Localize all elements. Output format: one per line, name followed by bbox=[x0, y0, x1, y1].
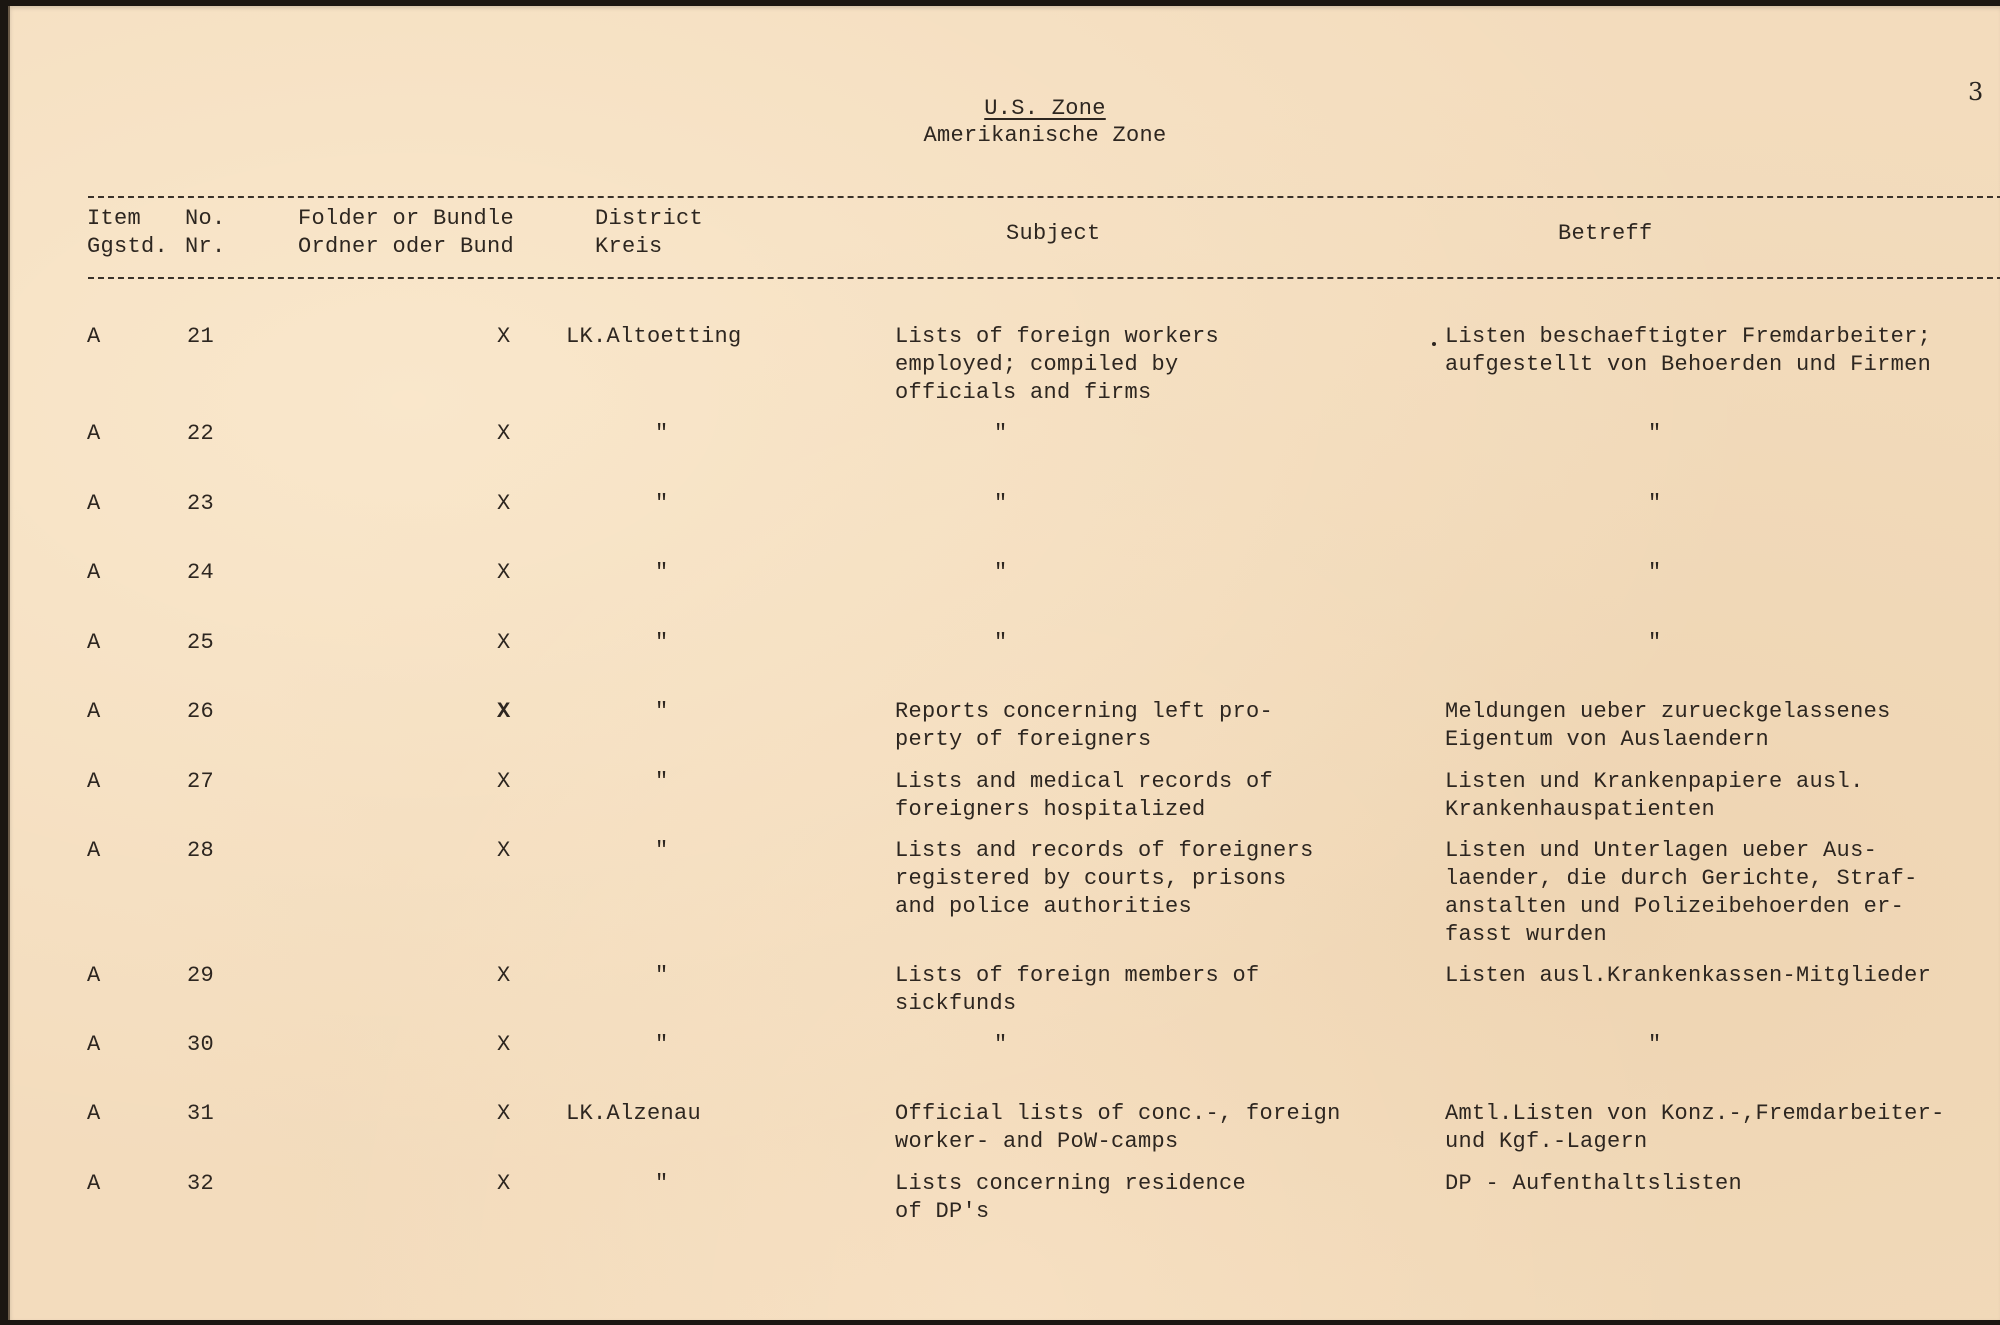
header-district-de: Kreis bbox=[595, 234, 663, 259]
cell-folder-mark: X bbox=[497, 699, 511, 724]
header-no bbox=[185, 205, 226, 261]
document-subtitle: Amerikanische Zone bbox=[923, 123, 1167, 148]
cell-betreff: Meldungen ueber zurueckgelassenes Eigentum von Auslaendern bbox=[1445, 699, 1891, 752]
cell-folder-mark: X bbox=[497, 560, 511, 585]
cell-item: A bbox=[87, 421, 101, 446]
cell-district-ditto-mark: " bbox=[655, 1171, 669, 1196]
cell-subject: Official lists of conc.-, foreign worker- and PoW-camps bbox=[895, 1101, 1341, 1154]
cell-subject-ditto-mark: " bbox=[994, 421, 1008, 446]
header-no-de: Nr. bbox=[185, 234, 226, 259]
cell-no: 27 bbox=[187, 769, 215, 794]
cell-betreff-ditto-mark: " bbox=[1648, 1032, 1662, 1057]
header-folder-de: Ordner oder Bund bbox=[298, 234, 515, 259]
header-folder-en: Folder or Bundle bbox=[298, 206, 515, 231]
cell-item: A bbox=[87, 324, 101, 349]
cell-item: A bbox=[87, 1171, 101, 1196]
cell-betreff: Listen beschaeftigter Fremdarbeiter; aufgestellt von Behoerden und Firmen bbox=[1445, 324, 1932, 377]
cell-subject: Lists and records of foreigners registered by courts, prisons and police authorities bbox=[895, 838, 1314, 919]
cell-district-ditto-mark: " bbox=[655, 769, 669, 794]
cell-folder-mark: X bbox=[497, 1101, 511, 1126]
cell-district-ditto-mark: " bbox=[655, 491, 669, 516]
document-page bbox=[8, 6, 2000, 1320]
cell-item: A bbox=[87, 560, 101, 585]
cell-district-ditto-mark: " bbox=[655, 421, 669, 446]
cell-item: A bbox=[87, 1032, 101, 1057]
cell-district-ditto-mark: " bbox=[655, 1032, 669, 1057]
header-betreff: Betreff bbox=[1558, 221, 1653, 246]
cell-no: 23 bbox=[187, 491, 215, 516]
cell-folder-mark: X bbox=[497, 630, 511, 655]
cell-subject: Reports concerning left pro- perty of foreigners bbox=[895, 699, 1274, 752]
cell-subject-ditto-mark: " bbox=[994, 1032, 1008, 1057]
cell-subject-ditto-mark: " bbox=[994, 630, 1008, 655]
cell-betreff: Listen ausl.Krankenkassen-Mitglieder bbox=[1445, 963, 1932, 988]
header-district bbox=[595, 205, 703, 261]
cell-no: 31 bbox=[187, 1101, 215, 1126]
cell-district-ditto-mark: " bbox=[655, 699, 669, 724]
cell-folder-mark: X bbox=[497, 1032, 511, 1057]
cell-betreff-ditto-mark: " bbox=[1648, 491, 1662, 516]
cell-item: A bbox=[87, 963, 101, 988]
cell-betreff-ditto-mark: " bbox=[1648, 630, 1662, 655]
cell-item: A bbox=[87, 769, 101, 794]
cell-betreff: Listen und Unterlagen ueber Aus- laender, die durch Gerichte, Straf- anstalten und Polizeibehoerden er- fasst wurden bbox=[1445, 838, 1918, 947]
header-item-de: Ggstd. bbox=[87, 234, 169, 259]
header-no-en: No. bbox=[185, 206, 226, 231]
cell-subject-ditto-mark: " bbox=[994, 491, 1008, 516]
cell-no: 21 bbox=[187, 324, 215, 349]
cell-folder-mark: X bbox=[497, 1171, 511, 1196]
page-number: 3 bbox=[1968, 78, 1984, 106]
cell-item: A bbox=[87, 630, 101, 655]
cell-betreff: Amtl.Listen von Konz.-,Fremdarbeiter- und Kgf.-Lagern bbox=[1445, 1101, 1945, 1154]
cell-betreff-ditto-mark: " bbox=[1648, 421, 1662, 446]
cell-subject: Lists concerning residence of DP's bbox=[895, 1171, 1247, 1224]
ink-dot bbox=[1432, 342, 1436, 346]
dashed-rule-top bbox=[88, 196, 2000, 198]
cell-no: 28 bbox=[187, 838, 215, 863]
cell-item: A bbox=[87, 491, 101, 516]
cell-betreff-ditto-mark: " bbox=[1648, 560, 1662, 585]
document-title: U.S. Zone bbox=[984, 96, 1106, 121]
cell-district-ditto-mark: " bbox=[655, 838, 669, 863]
cell-item: A bbox=[87, 1101, 101, 1126]
header-item-en: Item bbox=[87, 206, 142, 231]
cell-subject-ditto-mark: " bbox=[994, 560, 1008, 585]
cell-folder-mark: X bbox=[497, 324, 511, 349]
cell-folder-mark: X bbox=[497, 769, 511, 794]
cell-betreff: Listen und Krankenpapiere ausl. Krankenhauspatienten bbox=[1445, 769, 1864, 822]
cell-district: LK.Alzenau bbox=[566, 1101, 702, 1126]
cell-no: 30 bbox=[187, 1032, 215, 1057]
cell-subject: Lists of foreign members of sickfunds bbox=[895, 963, 1260, 1016]
header-item bbox=[87, 205, 168, 261]
cell-folder-mark: X bbox=[497, 963, 511, 988]
cell-district-ditto-mark: " bbox=[655, 560, 669, 585]
cell-item: A bbox=[87, 699, 101, 724]
cell-no: 29 bbox=[187, 963, 215, 988]
cell-folder-mark: X bbox=[497, 421, 511, 446]
cell-district: LK.Altoetting bbox=[566, 324, 742, 349]
cell-no: 24 bbox=[187, 560, 215, 585]
cell-subject: Lists and medical records of foreigners hospitalized bbox=[895, 769, 1274, 822]
cell-no: 32 bbox=[187, 1171, 215, 1196]
dashed-rule-bottom bbox=[88, 277, 2000, 279]
cell-district-ditto-mark: " bbox=[655, 963, 669, 988]
cell-folder-mark: X bbox=[497, 491, 511, 516]
cell-no: 25 bbox=[187, 630, 215, 655]
cell-betreff: DP - Aufenthaltslisten bbox=[1445, 1171, 1743, 1196]
header-subject: Subject bbox=[1006, 221, 1101, 246]
cell-subject: Lists of foreign workers employed; compiled by officials and firms bbox=[895, 324, 1220, 405]
cell-no: 22 bbox=[187, 421, 215, 446]
cell-folder-mark: X bbox=[497, 838, 511, 863]
header-folder bbox=[298, 205, 514, 261]
cell-no: 26 bbox=[187, 699, 215, 724]
cell-item: A bbox=[87, 838, 101, 863]
cell-district-ditto-mark: " bbox=[655, 630, 669, 655]
header-district-en: District bbox=[595, 206, 704, 231]
